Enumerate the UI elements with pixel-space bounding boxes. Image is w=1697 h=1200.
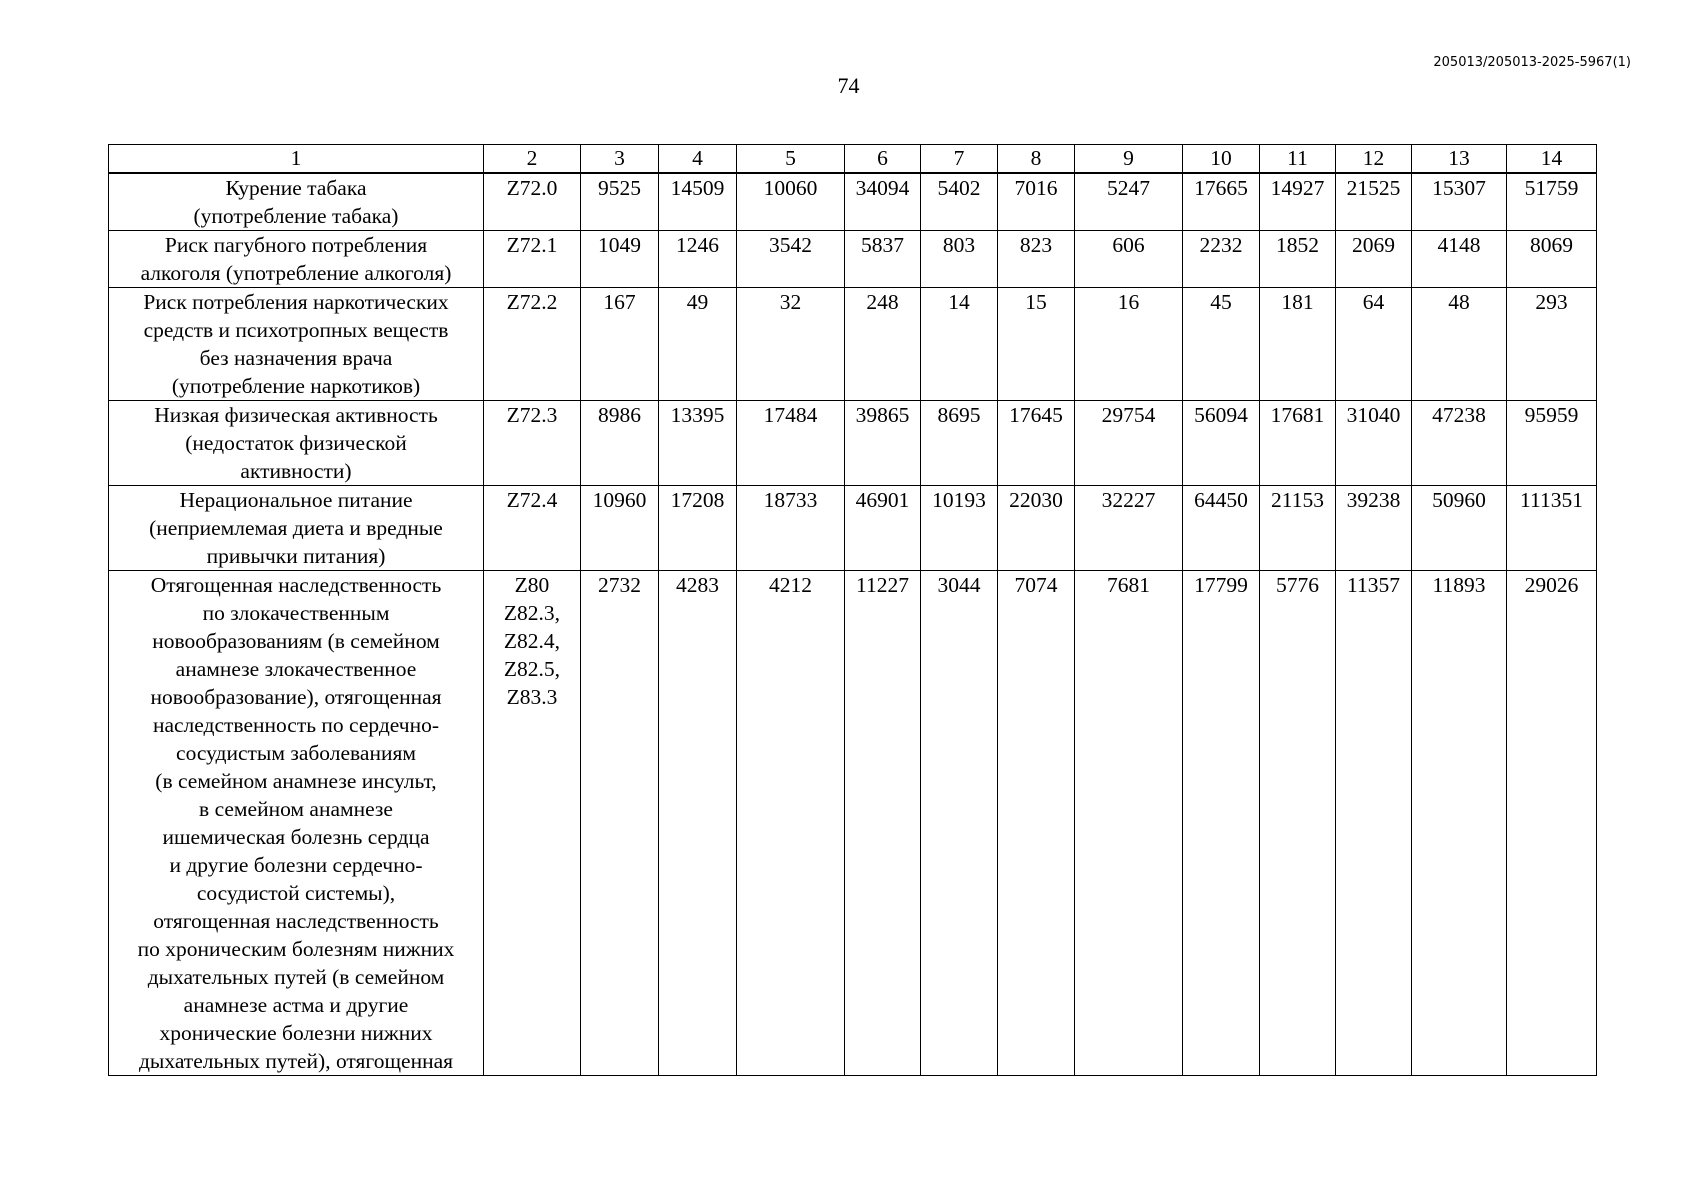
value-cell: 51759	[1507, 173, 1597, 231]
value-cell: 111351	[1507, 486, 1597, 571]
value-cell: 15	[998, 288, 1075, 401]
column-header: 13	[1412, 145, 1507, 174]
value-cell: 9525	[581, 173, 659, 231]
value-cell: 50960	[1412, 486, 1507, 571]
value-cell: 11227	[845, 571, 921, 1076]
value-cell: 15307	[1412, 173, 1507, 231]
value-cell: 7074	[998, 571, 1075, 1076]
column-header: 7	[921, 145, 998, 174]
document-id: 205013/205013-2025-5967(1)	[1433, 55, 1631, 70]
column-header: 10	[1183, 145, 1260, 174]
icd-code: Z72.0	[484, 173, 581, 231]
value-cell: 21153	[1260, 486, 1336, 571]
value-cell: 1049	[581, 231, 659, 288]
value-cell: 21525	[1336, 173, 1412, 231]
value-cell: 803	[921, 231, 998, 288]
value-cell: 2732	[581, 571, 659, 1076]
risk-factor-label: Отягощенная наследственность по злокачественным новообразованиям (в семейном анамнезе злокачественное новообразование), отягощенная наследственность по сердечно- сосудистым заболеваниям (в семейном анамнезе инсульт, в семейном анамнезе ишемическая болезнь сердца и другие болезни сердечно- сосудистой системы), отягощенная наследственность по хроническим болезням нижних дыхательных путей (в семейном анамнезе астма и другие хронические болезни нижних дыхательных путей), отягощенная	[109, 571, 484, 1076]
column-header: 2	[484, 145, 581, 174]
value-cell: 47238	[1412, 401, 1507, 486]
value-cell: 1852	[1260, 231, 1336, 288]
column-header: 8	[998, 145, 1075, 174]
column-header: 4	[659, 145, 737, 174]
column-header: 12	[1336, 145, 1412, 174]
value-cell: 17665	[1183, 173, 1260, 231]
icd-code: Z72.2	[484, 288, 581, 401]
column-header: 3	[581, 145, 659, 174]
value-cell: 181	[1260, 288, 1336, 401]
value-cell: 10060	[737, 173, 845, 231]
column-header: 9	[1075, 145, 1183, 174]
column-header: 6	[845, 145, 921, 174]
value-cell: 167	[581, 288, 659, 401]
value-cell: 32227	[1075, 486, 1183, 571]
value-cell: 5247	[1075, 173, 1183, 231]
value-cell: 17681	[1260, 401, 1336, 486]
table-row	[109, 401, 1597, 486]
table-row	[109, 486, 1597, 571]
value-cell: 39865	[845, 401, 921, 486]
value-cell: 10193	[921, 486, 998, 571]
value-cell: 10960	[581, 486, 659, 571]
risk-factor-label: Курение табака (употребление табака)	[109, 173, 484, 231]
value-cell: 48	[1412, 288, 1507, 401]
value-cell: 32	[737, 288, 845, 401]
value-cell: 14509	[659, 173, 737, 231]
value-cell: 56094	[1183, 401, 1260, 486]
icd-code: Z72.4	[484, 486, 581, 571]
value-cell: 5837	[845, 231, 921, 288]
risk-factor-label: Риск потребления наркотических средств и психотропных веществ без назначения врача (употребление наркотиков)	[109, 288, 484, 401]
column-header: 5	[737, 145, 845, 174]
value-cell: 823	[998, 231, 1075, 288]
value-cell: 29754	[1075, 401, 1183, 486]
column-header: 1	[109, 145, 484, 174]
value-cell: 8069	[1507, 231, 1597, 288]
value-cell: 64	[1336, 288, 1412, 401]
value-cell: 95959	[1507, 401, 1597, 486]
value-cell: 1246	[659, 231, 737, 288]
value-cell: 13395	[659, 401, 737, 486]
value-cell: 606	[1075, 231, 1183, 288]
value-cell: 11357	[1336, 571, 1412, 1076]
value-cell: 11893	[1412, 571, 1507, 1076]
value-cell: 4212	[737, 571, 845, 1076]
icd-code: Z72.3	[484, 401, 581, 486]
page-number: 74	[837, 73, 860, 98]
risk-factors-table	[108, 144, 1597, 1076]
column-number-row	[109, 145, 1597, 174]
value-cell: 29026	[1507, 571, 1597, 1076]
value-cell: 3044	[921, 571, 998, 1076]
value-cell: 14	[921, 288, 998, 401]
value-cell: 248	[845, 288, 921, 401]
value-cell: 4283	[659, 571, 737, 1076]
table-row	[109, 173, 1597, 231]
value-cell: 16	[1075, 288, 1183, 401]
value-cell: 49	[659, 288, 737, 401]
value-cell: 17484	[737, 401, 845, 486]
value-cell: 5402	[921, 173, 998, 231]
value-cell: 8986	[581, 401, 659, 486]
value-cell: 7681	[1075, 571, 1183, 1076]
value-cell: 22030	[998, 486, 1075, 571]
value-cell: 2069	[1336, 231, 1412, 288]
value-cell: 18733	[737, 486, 845, 571]
table-row	[109, 288, 1597, 401]
value-cell: 4148	[1412, 231, 1507, 288]
risk-factor-label: Нерациональное питание (неприемлемая диета и вредные привычки питания)	[109, 486, 484, 571]
value-cell: 14927	[1260, 173, 1336, 231]
column-header: 14	[1507, 145, 1597, 174]
value-cell: 45	[1183, 288, 1260, 401]
value-cell: 5776	[1260, 571, 1336, 1076]
table-row	[109, 231, 1597, 288]
value-cell: 39238	[1336, 486, 1412, 571]
value-cell: 17645	[998, 401, 1075, 486]
value-cell: 3542	[737, 231, 845, 288]
column-header: 11	[1260, 145, 1336, 174]
risk-factor-label: Низкая физическая активность (недостаток физической активности)	[109, 401, 484, 486]
value-cell: 31040	[1336, 401, 1412, 486]
value-cell: 293	[1507, 288, 1597, 401]
table-row	[109, 571, 1597, 1076]
value-cell: 34094	[845, 173, 921, 231]
value-cell: 2232	[1183, 231, 1260, 288]
value-cell: 17208	[659, 486, 737, 571]
value-cell: 7016	[998, 173, 1075, 231]
value-cell: 46901	[845, 486, 921, 571]
value-cell: 64450	[1183, 486, 1260, 571]
value-cell: 17799	[1183, 571, 1260, 1076]
icd-code: Z72.1	[484, 231, 581, 288]
value-cell: 8695	[921, 401, 998, 486]
risk-factor-label: Риск пагубного потребления алкоголя (употребление алкоголя)	[109, 231, 484, 288]
icd-code: Z80 Z82.3, Z82.4, Z82.5, Z83.3	[484, 571, 581, 1076]
